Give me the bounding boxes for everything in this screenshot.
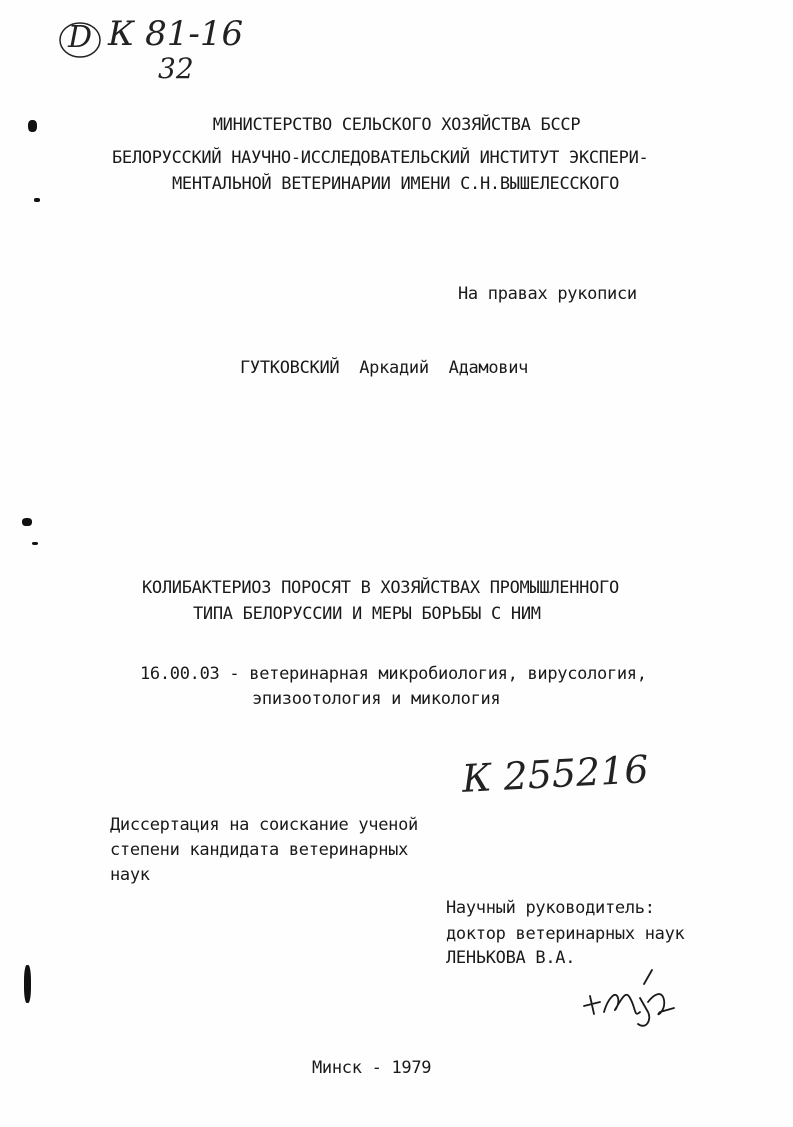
dissertation-statement-line-3: наук: [110, 865, 150, 885]
institute-name-line-1: БЕЛОРУССКИЙ НАУЧНО-ИССЛЕДОВАТЕЛЬСКИЙ ИНСТИТУТ ЭКСПЕРИ-: [112, 148, 649, 168]
supervisor-label: Научный руководитель:: [446, 898, 655, 918]
dissertation-title-line-1: КОЛИБАКТЕРИОЗ ПОРОСЯТ В ХОЗЯЙСТВАХ ПРОМЫШЛЕННОГО: [142, 578, 619, 598]
supervisor-signature: [578, 968, 688, 1038]
supervisor-name: ЛЕНЬКОВА В.А.: [446, 948, 576, 968]
city-year: Минск - 1979: [312, 1058, 432, 1078]
handwritten-mark: D: [68, 20, 93, 55]
author-name: ГУТКОВСКИЙ Аркадий Адамович: [240, 358, 529, 378]
dissertation-statement-line-1: Диссертация на соискание ученой: [110, 815, 418, 835]
scan-mark: [34, 198, 40, 202]
manuscript-rights: На правах рукописи: [458, 284, 637, 304]
institute-name-line-2: МЕНТАЛЬНОЙ ВЕТЕРИНАРИИ ИМЕНИ С.Н.ВЫШЕЛЕССКОГО: [172, 174, 620, 194]
dissertation-title-line-2: ТИПА БЕЛОРУССИИ И МЕРЫ БОРЬБЫ С НИМ: [193, 604, 541, 624]
supervisor-degree: доктор ветеринарных наук: [446, 924, 685, 944]
handwritten-inventory-number: К 255216: [460, 747, 650, 801]
handwritten-number: 32: [158, 52, 194, 85]
scan-mark: [32, 542, 38, 545]
specialty-line-2: эпизоотология и микология: [252, 689, 501, 709]
specialty-line-1: 16.00.03 - ветеринарная микробиология, вирусология,: [140, 664, 647, 684]
ministry-name: МИНИСТЕРСТВО СЕЛЬСКОГО ХОЗЯЙСТВА БССР: [212, 115, 581, 135]
scan-mark: [22, 518, 32, 526]
handwritten-call-number: К 81-16: [108, 14, 244, 54]
dissertation-statement-line-2: степени кандидата ветеринарных: [110, 840, 409, 860]
scan-mark: [24, 965, 31, 1003]
